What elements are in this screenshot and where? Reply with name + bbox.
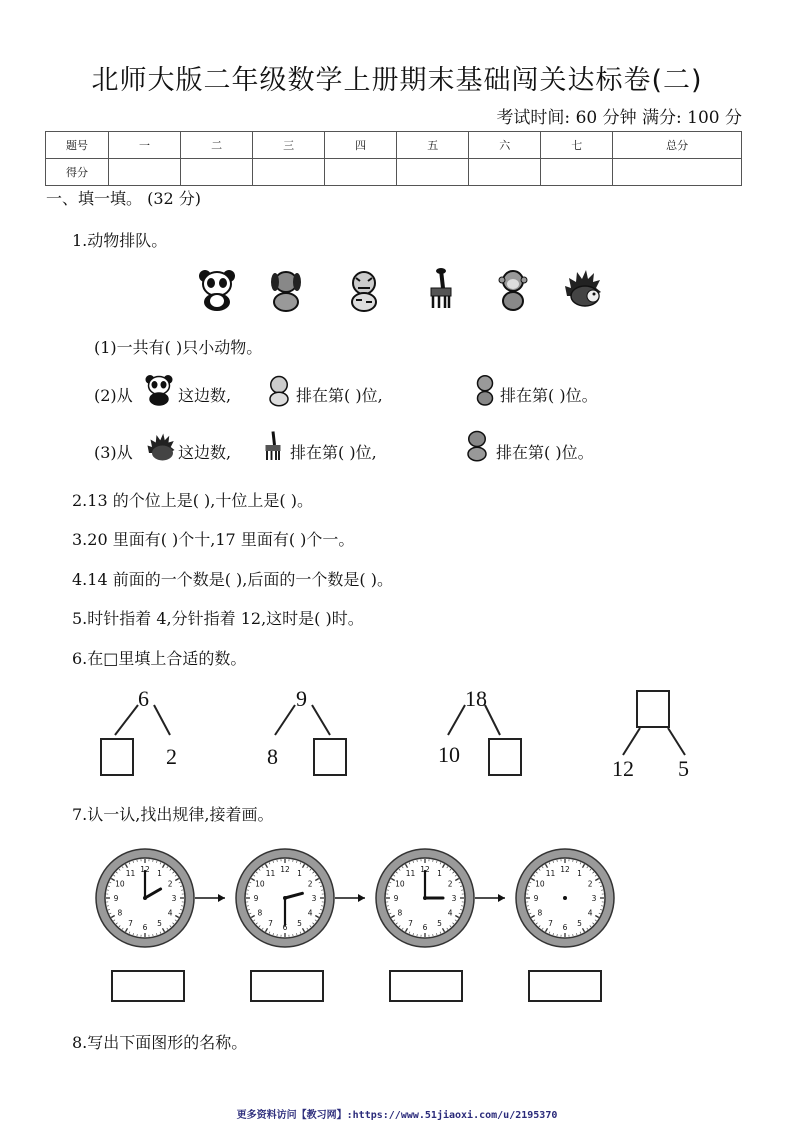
question-1-part-1: (1)一共有( )只小动物。 bbox=[94, 338, 263, 357]
clock-number: 6 bbox=[562, 923, 568, 932]
score-cell[interactable] bbox=[181, 159, 253, 186]
question-2: 2.13 的个位上是( ),十位上是( )。 bbox=[72, 491, 313, 510]
clock-face-4 bbox=[516, 849, 614, 947]
tree-1-top: 6 bbox=[138, 686, 149, 711]
clock-number: 4 bbox=[447, 908, 453, 918]
tree-1-right: 2 bbox=[166, 744, 177, 769]
clock-number: 6 bbox=[422, 923, 428, 932]
clock-number: 1 bbox=[437, 868, 442, 878]
question-8: 8.写出下面图形的名称。 bbox=[72, 1033, 248, 1052]
clock-number: 3 bbox=[591, 894, 597, 903]
tree-4-right: 5 bbox=[678, 756, 689, 781]
monkey-icon bbox=[493, 268, 533, 312]
clock-number: 4 bbox=[307, 908, 313, 918]
clock-number: 3 bbox=[311, 894, 317, 903]
score-row-label: 得分 bbox=[46, 159, 109, 186]
clock-number: 12 bbox=[140, 865, 150, 874]
clock-number: 5 bbox=[437, 919, 442, 929]
clock-number: 11 bbox=[545, 868, 556, 878]
score-cell[interactable] bbox=[397, 159, 469, 186]
score-cell[interactable] bbox=[469, 159, 541, 186]
clock-3-answer-box[interactable] bbox=[389, 970, 463, 1002]
clock-number: 9 bbox=[113, 894, 119, 903]
score-table-cell: 三 bbox=[253, 132, 325, 159]
hedgehog-icon bbox=[146, 430, 176, 464]
question-1-title: 1.动物排队。 bbox=[72, 231, 168, 250]
clock-number: 1 bbox=[297, 868, 302, 878]
score-table-cell: 总分 bbox=[613, 132, 742, 159]
clock-number: 10 bbox=[255, 879, 265, 889]
clock-number: 7 bbox=[268, 919, 273, 929]
clock-number: 2 bbox=[587, 879, 593, 889]
giraffe-icon bbox=[421, 266, 461, 310]
clock-number: 1 bbox=[577, 868, 582, 878]
clock-number: 12 bbox=[560, 865, 570, 874]
clock-number: 2 bbox=[167, 879, 173, 889]
clock-number: 3 bbox=[451, 894, 457, 903]
tree-4-left: 12 bbox=[612, 756, 634, 781]
question-1-part-3-dog-blank: 排在第( )位。 bbox=[496, 443, 594, 462]
exam-title: 北师大版二年级数学上册期末基础闯关达标卷(二) bbox=[91, 65, 703, 96]
tree-3-left: 10 bbox=[438, 742, 460, 767]
giraffe-icon bbox=[258, 428, 288, 462]
clock-number: 2 bbox=[307, 879, 313, 889]
question-1-part-2-from: (2)从 bbox=[94, 386, 133, 405]
score-table-cell: 四 bbox=[325, 132, 397, 159]
score-table-score-row bbox=[46, 159, 742, 186]
monkey-icon bbox=[470, 373, 500, 407]
clock-number: 7 bbox=[548, 919, 553, 929]
question-1-part-2-side: 这边数, bbox=[178, 386, 232, 405]
dog-icon bbox=[462, 428, 492, 462]
question-1-part-3-side: 这边数, bbox=[178, 443, 232, 462]
score-table-cell: 六 bbox=[469, 132, 541, 159]
tree-3-answer-box[interactable] bbox=[488, 738, 522, 776]
clock-number: 12 bbox=[420, 865, 430, 874]
tree-1-answer-box[interactable] bbox=[100, 738, 134, 776]
score-table-header-row bbox=[46, 132, 742, 159]
clock-number: 8 bbox=[397, 908, 403, 918]
panda-icon bbox=[144, 373, 174, 407]
clock-number: 5 bbox=[297, 919, 302, 929]
question-1-part-2-monkey-blank: 排在第( )位。 bbox=[500, 386, 598, 405]
score-table-cell: 题号 bbox=[46, 132, 109, 159]
tiger-icon bbox=[344, 268, 384, 312]
tree-4-answer-box[interactable] bbox=[636, 690, 670, 728]
section-heading: 一、填一填。 (32 分) bbox=[46, 189, 202, 208]
clock-number: 11 bbox=[265, 868, 276, 878]
score-table-cell: 五 bbox=[397, 132, 469, 159]
hedgehog-icon bbox=[563, 266, 603, 310]
clock-number: 1 bbox=[157, 868, 162, 878]
tree-2-answer-box[interactable] bbox=[313, 738, 347, 776]
clock-number: 8 bbox=[537, 908, 543, 918]
clock-number: 4 bbox=[587, 908, 593, 918]
question-1-part-3-giraffe-blank: 排在第( )位, bbox=[290, 443, 377, 462]
question-4: 4.14 前面的一个数是( ),后面的一个数是( )。 bbox=[72, 570, 393, 589]
question-6-title: 6.在□里填上合适的数。 bbox=[72, 649, 247, 668]
clock-number: 3 bbox=[171, 894, 177, 903]
score-cell[interactable] bbox=[109, 159, 181, 186]
clock-number: 7 bbox=[408, 919, 413, 929]
score-cell[interactable] bbox=[613, 159, 742, 186]
tree-3-top: 18 bbox=[465, 686, 487, 711]
clock-number: 10 bbox=[535, 879, 545, 889]
tiger-icon bbox=[264, 373, 294, 407]
score-table bbox=[45, 131, 742, 186]
clock-number: 9 bbox=[393, 894, 399, 903]
clock-number: 5 bbox=[157, 919, 162, 929]
clock-number: 11 bbox=[405, 868, 416, 878]
score-cell[interactable] bbox=[541, 159, 613, 186]
clock-number: 2 bbox=[447, 879, 453, 889]
panda-icon bbox=[197, 268, 237, 312]
clock-number: 5 bbox=[577, 919, 582, 929]
clock-number: 8 bbox=[117, 908, 123, 918]
question-7-title: 7.认一认,找出规律,接着画。 bbox=[72, 805, 274, 824]
score-cell[interactable] bbox=[253, 159, 325, 186]
tree-2-left: 8 bbox=[267, 744, 278, 769]
clock-face-3 bbox=[376, 849, 474, 947]
clock-sequence bbox=[95, 842, 685, 952]
clock-face-1 bbox=[96, 849, 194, 947]
score-table-cell: 七 bbox=[541, 132, 613, 159]
clock-number: 6 bbox=[142, 923, 148, 932]
clock-number: 8 bbox=[257, 908, 263, 918]
footer-link[interactable]: 更多资料访问【教习网】:https://www.51jiaoxi.com/u/2195370 bbox=[236, 1110, 558, 1121]
clock-2-answer-box[interactable] bbox=[250, 970, 324, 1002]
question-5: 5.时针指着 4,分针指着 12,这时是( )时。 bbox=[72, 609, 364, 628]
clock-number: 7 bbox=[128, 919, 133, 929]
question-3: 3.20 里面有( )个十,17 里面有( )个一。 bbox=[72, 530, 355, 549]
clock-number: 6 bbox=[282, 923, 288, 932]
question-1-part-2-tiger-blank: 排在第( )位, bbox=[296, 386, 383, 405]
clock-number: 10 bbox=[395, 879, 405, 889]
clock-number: 9 bbox=[533, 894, 539, 903]
clock-4-answer-box[interactable] bbox=[528, 970, 602, 1002]
dog-icon bbox=[266, 268, 306, 312]
clock-number: 4 bbox=[167, 908, 173, 918]
score-table-cell: 二 bbox=[181, 132, 253, 159]
clock-number: 9 bbox=[253, 894, 259, 903]
tree-2-top: 9 bbox=[296, 686, 307, 711]
exam-meta: 考试时间: 60 分钟 满分: 100 分 bbox=[496, 108, 742, 128]
clock-face-2 bbox=[236, 849, 334, 947]
score-table-cell: 一 bbox=[109, 132, 181, 159]
clock-1-answer-box[interactable] bbox=[111, 970, 185, 1002]
score-cell[interactable] bbox=[325, 159, 397, 186]
clock-number: 11 bbox=[125, 868, 136, 878]
clock-number: 10 bbox=[115, 879, 125, 889]
clock-number: 12 bbox=[280, 865, 290, 874]
question-1-part-3-from: (3)从 bbox=[94, 443, 133, 462]
